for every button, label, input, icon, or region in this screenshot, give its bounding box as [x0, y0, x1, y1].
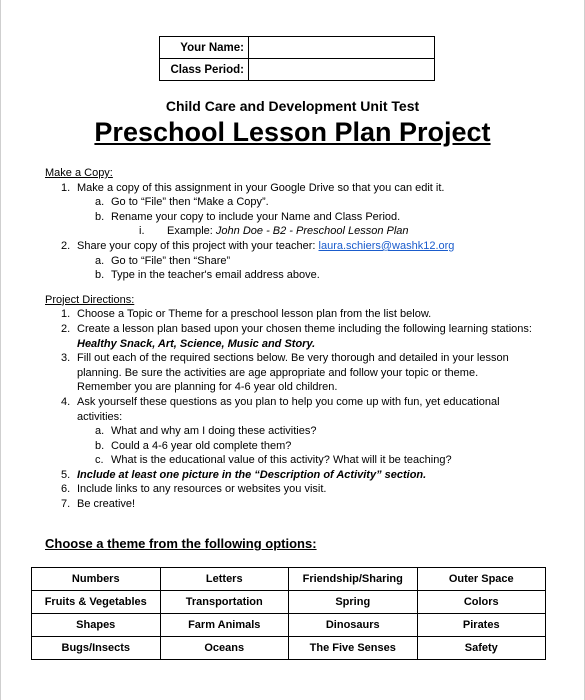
- list-item: 1. Make a copy of this assignment in your Google Drive so that you can edit it.: [61, 181, 445, 194]
- name-row: [160, 37, 435, 59]
- list-item: 2. Share your copy of this project with your teacher: laura.schiers@washk12.org: [61, 239, 455, 252]
- table-cell: Dinosaurs: [289, 614, 418, 637]
- name-label: Your Name:: [160, 37, 249, 59]
- table-cell: Shapes: [32, 614, 161, 637]
- list-item: 2. Create a lesson plan based upon your chosen theme including the following learning stations:: [61, 322, 532, 335]
- table-cell: The Five Senses: [289, 637, 418, 660]
- table-cell: Friendship/Sharing: [289, 568, 418, 591]
- table-cell: Spring: [289, 591, 418, 614]
- list-item: 6. Include links to any resources or websites you visit.: [61, 483, 327, 496]
- list-item: a. Go to “File” then “Make a Copy”.: [95, 196, 269, 209]
- list-item: 4. Ask yourself these questions as you plan to help you come up with fun, yet educational: [61, 395, 500, 408]
- list-item: a. Go to “File” then “Share”: [95, 254, 231, 267]
- teacher-email-link[interactable]: laura.schiers@washk12.org: [318, 239, 455, 252]
- table-row: [32, 591, 546, 614]
- class-period-label: Class Period:: [160, 59, 249, 81]
- table-cell: Numbers: [32, 568, 161, 591]
- list-item: 3. Fill out each of the required sections below. Be very thorough and detailed in your lesson: [61, 352, 509, 365]
- list-item: b. Rename your copy to include your Name and Class Period.: [95, 210, 401, 223]
- table-cell: Letters: [160, 568, 289, 591]
- table-cell: Colors: [417, 591, 546, 614]
- list-item: 7. Be creative!: [61, 498, 136, 511]
- table-cell: Fruits & Vegetables: [32, 591, 161, 614]
- table-cell: Farm Animals: [160, 614, 289, 637]
- list-item: i. Example: John Doe - B2 - Preschool Lesson Plan: [139, 225, 409, 238]
- document-title: Preschool Lesson Plan Project: [94, 117, 491, 147]
- list-item: b. Could a 4-6 year old complete them?: [95, 439, 292, 452]
- themes-heading: Choose a theme from the following options:: [45, 536, 317, 551]
- table-cell: Pirates: [417, 614, 546, 637]
- table-cell: Outer Space: [417, 568, 546, 591]
- name-field[interactable]: [249, 37, 435, 59]
- table-cell: Safety: [417, 637, 546, 660]
- make-copy-heading: Make a Copy:: [45, 167, 113, 179]
- list-item: a. What and why am I doing these activities?: [95, 425, 317, 438]
- list-item: b. Type in the teacher's email address above.: [95, 269, 320, 282]
- themes-table: [31, 567, 546, 660]
- table-row: [32, 568, 546, 591]
- class-period-row: [160, 59, 435, 81]
- learning-stations-text: Healthy Snack, Art, Science, Music and Story.: [77, 337, 316, 350]
- table-cell: Oceans: [160, 637, 289, 660]
- project-directions-heading: Project Directions:: [45, 293, 135, 306]
- table-cell: Bugs/Insects: [32, 637, 161, 660]
- table-row: [32, 637, 546, 660]
- instructions-body: Make a Copy: 1. Make a copy of this assignment in your Google Drive so that you can edit it. a. Go to “File” then “Make a Copy”. b. Rename your copy to include your Name and Class Period. i. Example: John Doe - B2 - Preschool Lesson Plan 2. Share your copy of this project with your teacher: laura.schiers@washk12.org a. Go to “File” then “Share” b. Type in the teacher's email address above. Project Directions: 1. Choose a Topic or Theme for a preschool lesson plan from the list below. 2. Create a lesson plan based upon your chosen theme including the following learning stations: Healthy Snack, Art, Science, Music and Story. 3. Fill out each of the required sections below. Be very thorough and detailed in your lesson planning. Be sure the activities are age appropriate and follow your topic or theme. Remember you are planning for 4-6 year old children. 4. Ask yourself these questions as you plan to help you come up with fun, yet educational activities: a. What and why am I doing these activities? b. Could a 4-6 year old complete them? c. What is the educational value of this activity? What will it be teaching? 5. Include at least one picture in the “Description of Activity” section. 6. Include links to any resources or websites you visit. 7. Be creative!: [45, 166, 555, 512]
- list-item: 5. Include at least one picture in the “Description of Activity” section.: [61, 468, 427, 481]
- class-period-field[interactable]: [249, 59, 435, 81]
- table-row: [32, 614, 546, 637]
- list-item: 1. Choose a Topic or Theme for a preschool lesson plan from the list below.: [61, 308, 432, 321]
- document-subtitle: Child Care and Development Unit Test: [165, 98, 420, 114]
- student-info-table: [159, 36, 435, 81]
- list-item: c. What is the educational value of this activity? What will it be teaching?: [95, 454, 452, 467]
- table-cell: Transportation: [160, 591, 289, 614]
